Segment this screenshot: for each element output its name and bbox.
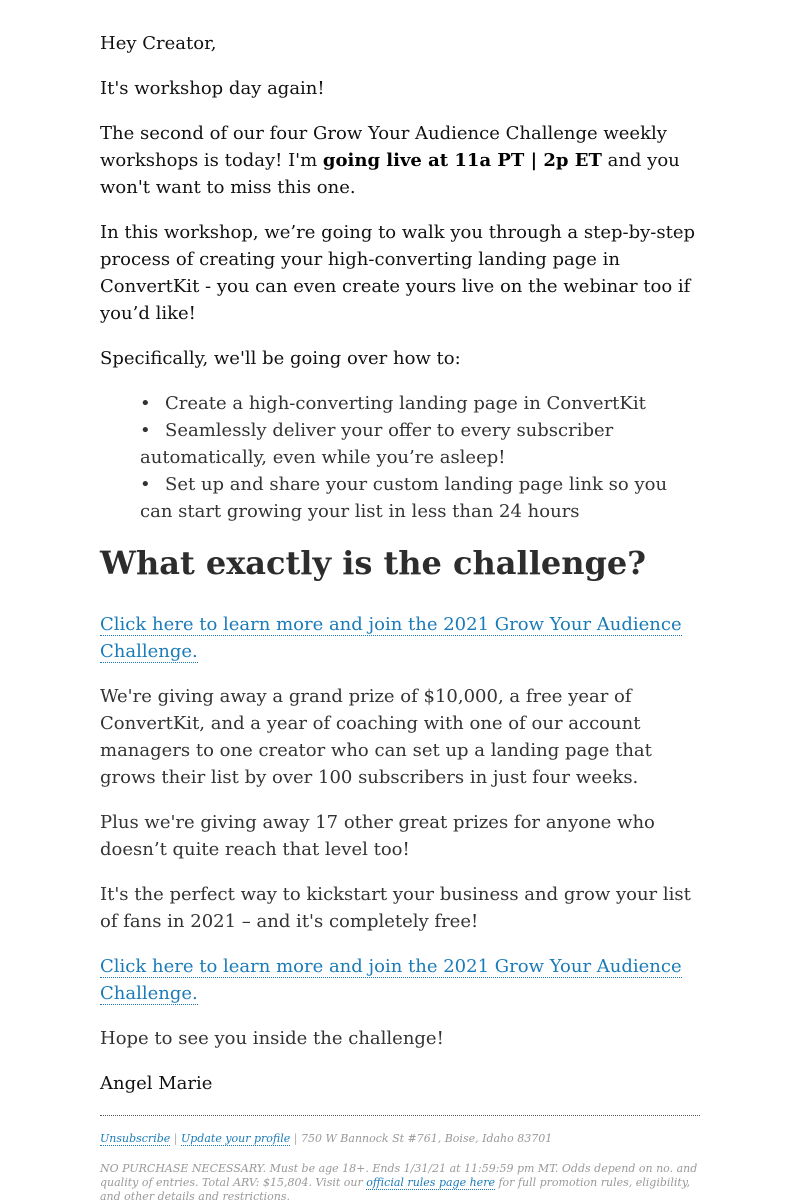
footer-separator: | [173, 1132, 178, 1145]
cta-paragraph-top [100, 611, 700, 665]
other-prizes-paragraph: Plus we're giving away 17 other great prizes for anyone who doesn’t quite reach that level too! [100, 812, 655, 860]
mailing-address: 750 W Bannock St #761, Boise, Idaho 83701 [301, 1132, 553, 1145]
footer [100, 1132, 700, 1204]
workshop-paragraph [100, 120, 700, 201]
footer-divider [100, 1115, 700, 1116]
kickstart-paragraph: It's the perfect way to kickstart your business and grow your list of fans in 2021 – and it's completely free! [100, 884, 691, 932]
footer-links-line [100, 1132, 700, 1146]
update-profile-link[interactable]: Update your profile [180, 1132, 291, 1145]
greeting: Hey Creator, [100, 33, 217, 54]
join-challenge-link-top[interactable]: Click here to learn more and join the 2021 Grow Your Audience Challenge. [100, 614, 682, 662]
live-time-highlight: going live at 11a PT | 2p ET [322, 150, 602, 171]
list-intro: Specifically, we'll be going over how to: [100, 348, 461, 369]
list-item [140, 471, 700, 525]
legal-disclaimer [100, 1162, 700, 1204]
signature: Angel Marie [100, 1073, 213, 1094]
bullet-icon: • [140, 474, 151, 495]
unsubscribe-link[interactable]: Unsubscribe [100, 1132, 171, 1145]
list-item-text: Set up and share your custom landing page link so you can start growing your list in less than 24 hours [140, 474, 668, 522]
list-item [140, 417, 700, 471]
intro-paragraph: It's workshop day again! [100, 78, 325, 99]
workshop-text-after: and you won't want to miss this one. [100, 150, 680, 198]
cta-paragraph-bottom [100, 953, 700, 1007]
prize-paragraph: We're giving away a grand prize of $10,000, a free year of ConvertKit, and a year of coaching with one of our account managers to one creator who can set up a landing page that grows their list by over 100 subscribers in just four weeks. [100, 686, 652, 788]
workshop-text-before: The second of our four Grow Your Audience Challenge weekly workshops is today! I'm [100, 123, 667, 171]
list-item-text: Create a high-converting landing page in ConvertKit [165, 393, 646, 414]
closing-line: Hope to see you inside the challenge! [100, 1028, 444, 1049]
official-rules-link[interactable]: official rules page here [366, 1176, 495, 1189]
list-item [140, 390, 700, 417]
list-item-text: Seamlessly deliver your offer to every subscriber automatically, even while you’re asleep! [140, 420, 614, 468]
join-challenge-link-bottom[interactable]: Click here to learn more and join the 2021 Grow Your Audience Challenge. [100, 956, 682, 1004]
bullet-icon: • [140, 393, 151, 414]
topics-list [100, 390, 700, 525]
footer-separator: | [293, 1132, 298, 1145]
disclaimer-text-after: for full promotion rules, eligibility, and other details and restrictions. [100, 1176, 691, 1203]
section-heading: What exactly is the challenge? [100, 544, 646, 582]
bullet-icon: • [140, 420, 151, 441]
workshop-description: In this workshop, we’re going to walk you through a step-by-step process of creating your high-converting landing page in ConvertKit - you can even create yours live on the webinar too if you’d like! [100, 222, 696, 324]
disclaimer-text-before: NO PURCHASE NECESSARY. Must be age 18+. Ends 1/31/21 at 11:59:59 pm MT. Odds depend on no. and quality of entries. Total ARV: $15,804. Visit our [100, 1162, 698, 1189]
email-body [100, 0, 700, 1204]
